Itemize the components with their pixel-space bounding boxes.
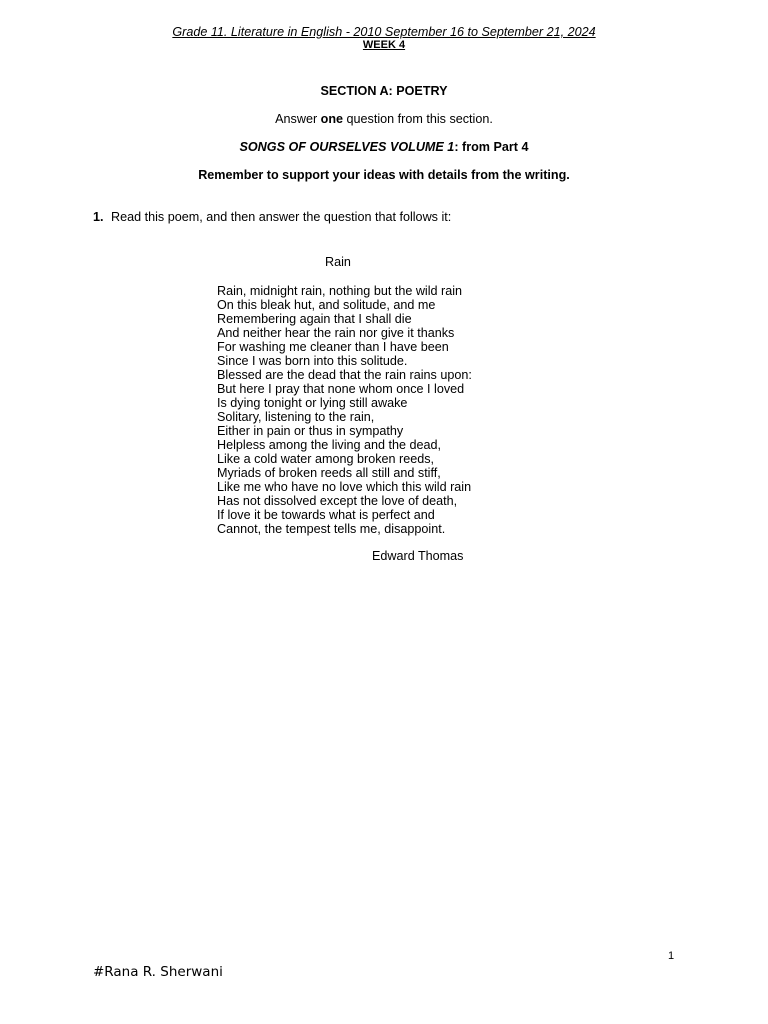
section-instruction xyxy=(0,112,768,126)
poem-line: Since I was born into this solitude. xyxy=(217,354,408,368)
poem-line: Like me who have no love which this wild rain xyxy=(217,480,472,494)
poem-line: If love it be towards what is perfect and xyxy=(217,508,435,522)
poem-line: Like a cold water among broken reeds, xyxy=(217,452,435,466)
poem-line: Remembering again that I shall die xyxy=(217,312,412,326)
poem-line: On this bleak hut, and solitude, and me xyxy=(217,298,436,312)
instruction-emphasis: one xyxy=(320,112,344,126)
question-text: Read this poem, and then answer the question that follows it: xyxy=(111,210,452,224)
poem-line: For washing me cleaner than I have been xyxy=(217,340,449,354)
poem-author: Edward Thomas xyxy=(372,549,464,563)
poem-line: Blessed are the dead that the rain rains upon: xyxy=(217,368,472,382)
book-suffix: : from Part 4 xyxy=(454,140,529,154)
poem-line: Myriads of broken reeds all still and stiff, xyxy=(217,466,441,480)
course-header: Grade 11. Literature in English - 2010 September 16 to September 21, 2024 xyxy=(172,25,596,39)
section-title: SECTION A: POETRY xyxy=(320,84,448,98)
book-heading xyxy=(0,140,768,154)
question-number: 1. xyxy=(93,210,104,224)
poem-line: Either in pain or thus in sympathy xyxy=(217,424,404,438)
instruction-prefix: Answer xyxy=(275,112,321,126)
poem-line: Has not dissolved except the love of death, xyxy=(217,494,458,508)
poem-line: Rain, midnight rain, nothing but the wild rain xyxy=(217,284,463,298)
page-number: 1 xyxy=(668,950,675,962)
poem-body xyxy=(217,284,472,536)
poem-line: Helpless among the living and the dead, xyxy=(217,438,442,452)
poem-line: Solitary, listening to the rain, xyxy=(217,410,375,424)
instruction-suffix: question from this section. xyxy=(343,112,493,126)
poem-title: Rain xyxy=(325,255,351,269)
poem-line: Is dying tonight or lying still awake xyxy=(217,396,408,410)
book-title: SONGS OF OURSELVES VOLUME 1 xyxy=(239,140,455,154)
poem-line: And neither hear the rain nor give it thanks xyxy=(217,326,455,340)
poem-line: But here I pray that none whom once I loved xyxy=(217,382,465,396)
question-1 xyxy=(93,210,451,224)
reminder-note: Remember to support your ideas with details from the writing. xyxy=(198,168,570,182)
week-label: WEEK 4 xyxy=(362,39,406,51)
poem-line: Cannot, the tempest tells me, disappoint. xyxy=(217,522,446,536)
footer-tag: #Rana R. Sherwani xyxy=(93,964,223,980)
